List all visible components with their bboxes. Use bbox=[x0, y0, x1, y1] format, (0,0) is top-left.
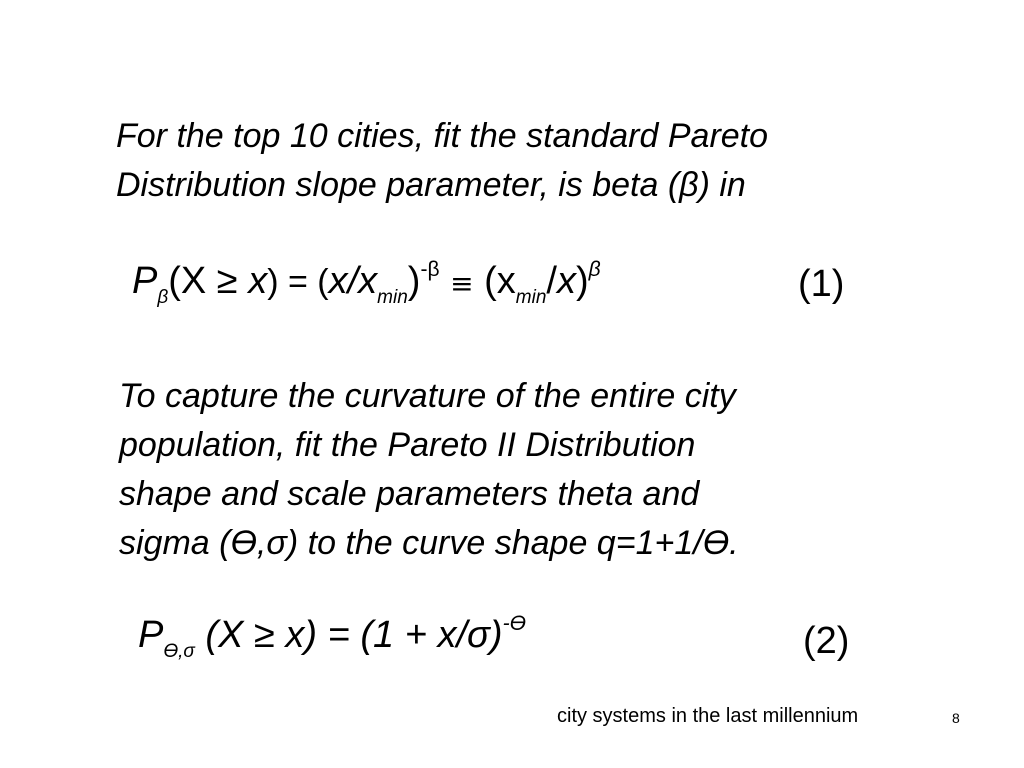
equation-1-number: (1) bbox=[798, 263, 845, 305]
eq2-body: (X ≥ x) = (1 + x/σ) bbox=[194, 614, 503, 656]
eq1-paren-2: ) bbox=[575, 260, 589, 302]
eq1-ratio: x/x bbox=[328, 260, 378, 302]
intro-line-1: For the top 10 cities, fit the standard Pareto bbox=[116, 117, 769, 155]
equation-1 bbox=[132, 258, 601, 309]
eq1-open: (X ≥ bbox=[168, 260, 249, 302]
eq2-p: P bbox=[138, 614, 164, 656]
footer-text: city systems in the last millennium bbox=[557, 705, 859, 727]
eq1-p-subscript: β bbox=[157, 287, 169, 308]
eq2-p-subscript: Ɵ,σ bbox=[163, 641, 195, 662]
curvature-paragraph bbox=[119, 372, 739, 568]
eq1-x-2: x bbox=[556, 260, 576, 302]
curvature-line-4: sigma (Ɵ,σ) to the curve shape q=1+1/Ɵ. bbox=[119, 524, 739, 562]
curvature-line-1: To capture the curvature of the entire city bbox=[119, 377, 736, 415]
eq1-paren: ) bbox=[407, 260, 421, 302]
page-number: 8 bbox=[952, 710, 960, 726]
eq1-close: ) = ( bbox=[267, 263, 329, 301]
equation-2-number: (2) bbox=[803, 620, 850, 662]
eq1-exponent-2: β bbox=[588, 258, 601, 281]
eq1-open2: (x bbox=[484, 260, 516, 302]
eq1-equiv: ≡ bbox=[450, 267, 474, 300]
curvature-line-2: population, fit the Pareto II Distribution bbox=[119, 426, 696, 464]
intro-line-2: Distribution slope parameter, is beta (β) in bbox=[116, 166, 746, 204]
eq1-min-subscript-2: min bbox=[515, 287, 547, 308]
intro-paragraph bbox=[116, 112, 768, 210]
eq1-p: P bbox=[132, 260, 158, 302]
eq1-x: x bbox=[248, 260, 268, 302]
eq2-exponent: -Ɵ bbox=[502, 612, 526, 635]
eq1-slash: / bbox=[546, 260, 557, 302]
eq1-exponent: -β bbox=[420, 258, 440, 281]
equation-2 bbox=[138, 612, 526, 663]
curvature-line-3: shape and scale parameters theta and bbox=[119, 475, 700, 513]
eq1-min-subscript: min bbox=[377, 287, 408, 308]
